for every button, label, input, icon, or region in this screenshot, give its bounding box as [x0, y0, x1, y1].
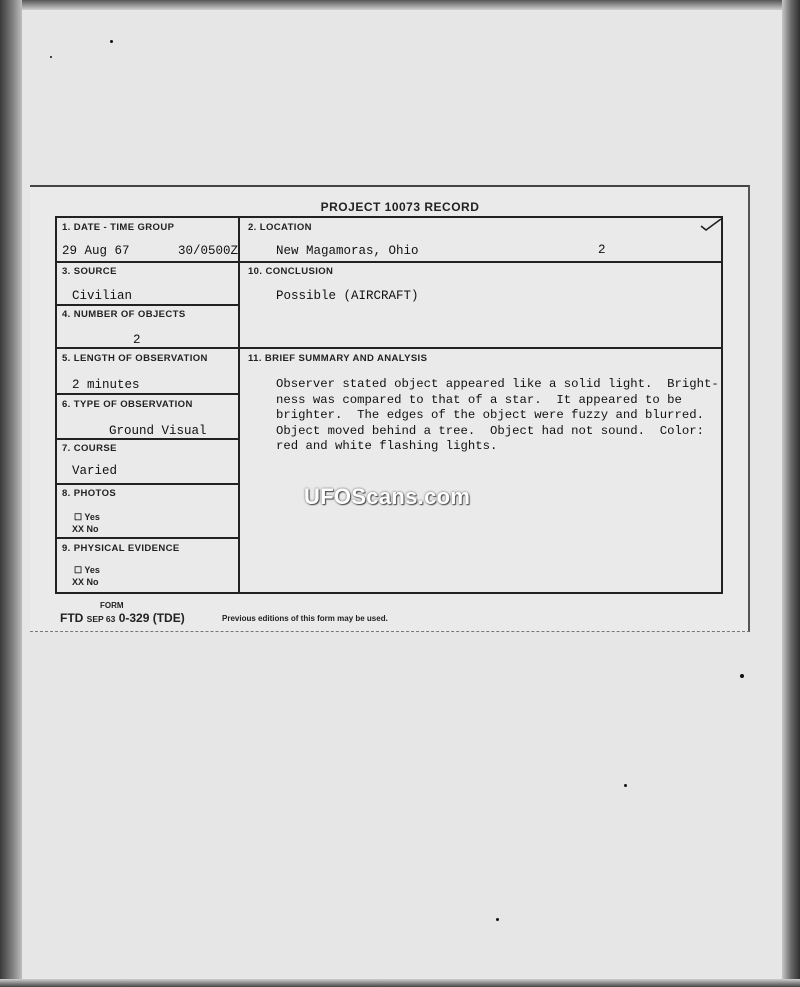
form-label: FORM [100, 601, 124, 610]
grid-divider-right-1 [238, 261, 723, 263]
number-of-objects-label: 4. NUMBER OF OBJECTS [62, 309, 186, 320]
form-identifier [60, 611, 185, 625]
date-time-group-label: 1. DATE - TIME GROUP [62, 222, 175, 233]
scan-edge-right [782, 0, 800, 987]
grid-divider-left-1 [55, 261, 239, 263]
date-value: 29 Aug 67 [62, 244, 130, 258]
conclusion-value: Possible (AIRCRAFT) [276, 289, 419, 303]
scan-speck [110, 40, 113, 43]
physical-evidence-yes-checkbox: ☐ Yes [74, 565, 100, 575]
summary-text: Observer stated object appeared like a solid light. Bright- ness was compared to that of a star. It appeared to be brighter. The edges of the object were fuzzy and blurred. Object moved behind a tree. Object had not sound. Color: red and white flashing lights. [276, 377, 719, 453]
physical-evidence-no-checkbox: XX No [72, 577, 99, 587]
previous-editions-note: Previous editions of this form may be used. [222, 614, 388, 623]
scan-speck [496, 918, 499, 921]
scan-speck [740, 674, 744, 678]
course-label: 7. COURSE [62, 443, 117, 454]
length-of-observation-value: 2 minutes [72, 378, 140, 392]
check-mark-icon [700, 217, 722, 231]
form-number: 0-329 (TDE) [118, 611, 185, 625]
watermark: UFOScans.com [304, 484, 471, 509]
scan-edge-left [0, 0, 22, 987]
grid-divider-left-5 [55, 438, 239, 440]
grid-divider-left-3 [55, 347, 239, 349]
scan-speck [50, 56, 52, 58]
type-of-observation-value: Ground Visual [109, 424, 207, 438]
grid-divider-right-2 [238, 347, 723, 349]
grid-divider-left-7 [55, 537, 239, 539]
summary-label: 11. BRIEF SUMMARY AND ANALYSIS [248, 353, 428, 364]
photos-no-checkbox: XX No [72, 524, 99, 534]
number-of-objects-value: 2 [133, 333, 141, 347]
photos-label: 8. PHOTOS [62, 488, 117, 499]
source-label: 3. SOURCE [62, 266, 117, 277]
location-value: New Magamoras, Ohio [276, 244, 419, 258]
form-date: SEP 63 [86, 614, 116, 624]
length-of-observation-label: 5. LENGTH OF OBSERVATION [62, 353, 208, 364]
type-of-observation-label: 6. TYPE OF OBSERVATION [62, 399, 193, 410]
scan-speck [624, 784, 627, 787]
grid-divider-left-2 [55, 304, 239, 306]
course-value: Varied [72, 464, 118, 478]
scan-edge-top [0, 0, 800, 10]
location-number: 2 [598, 243, 606, 257]
time-value: 30/0500Z [178, 244, 239, 258]
location-label: 2. LOCATION [248, 222, 312, 233]
source-value: Civilian [72, 289, 133, 303]
photos-yes-checkbox: ☐ Yes [74, 512, 100, 522]
grid-divider-left-6 [55, 483, 239, 485]
grid-divider-left-4 [55, 393, 239, 395]
physical-evidence-label: 9. PHYSICAL EVIDENCE [62, 543, 180, 554]
ftd-text: FTD [60, 611, 84, 625]
conclusion-label: 10. CONCLUSION [248, 266, 334, 277]
record-title: PROJECT 10073 RECORD [320, 200, 480, 214]
scan-edge-bottom [0, 979, 800, 987]
